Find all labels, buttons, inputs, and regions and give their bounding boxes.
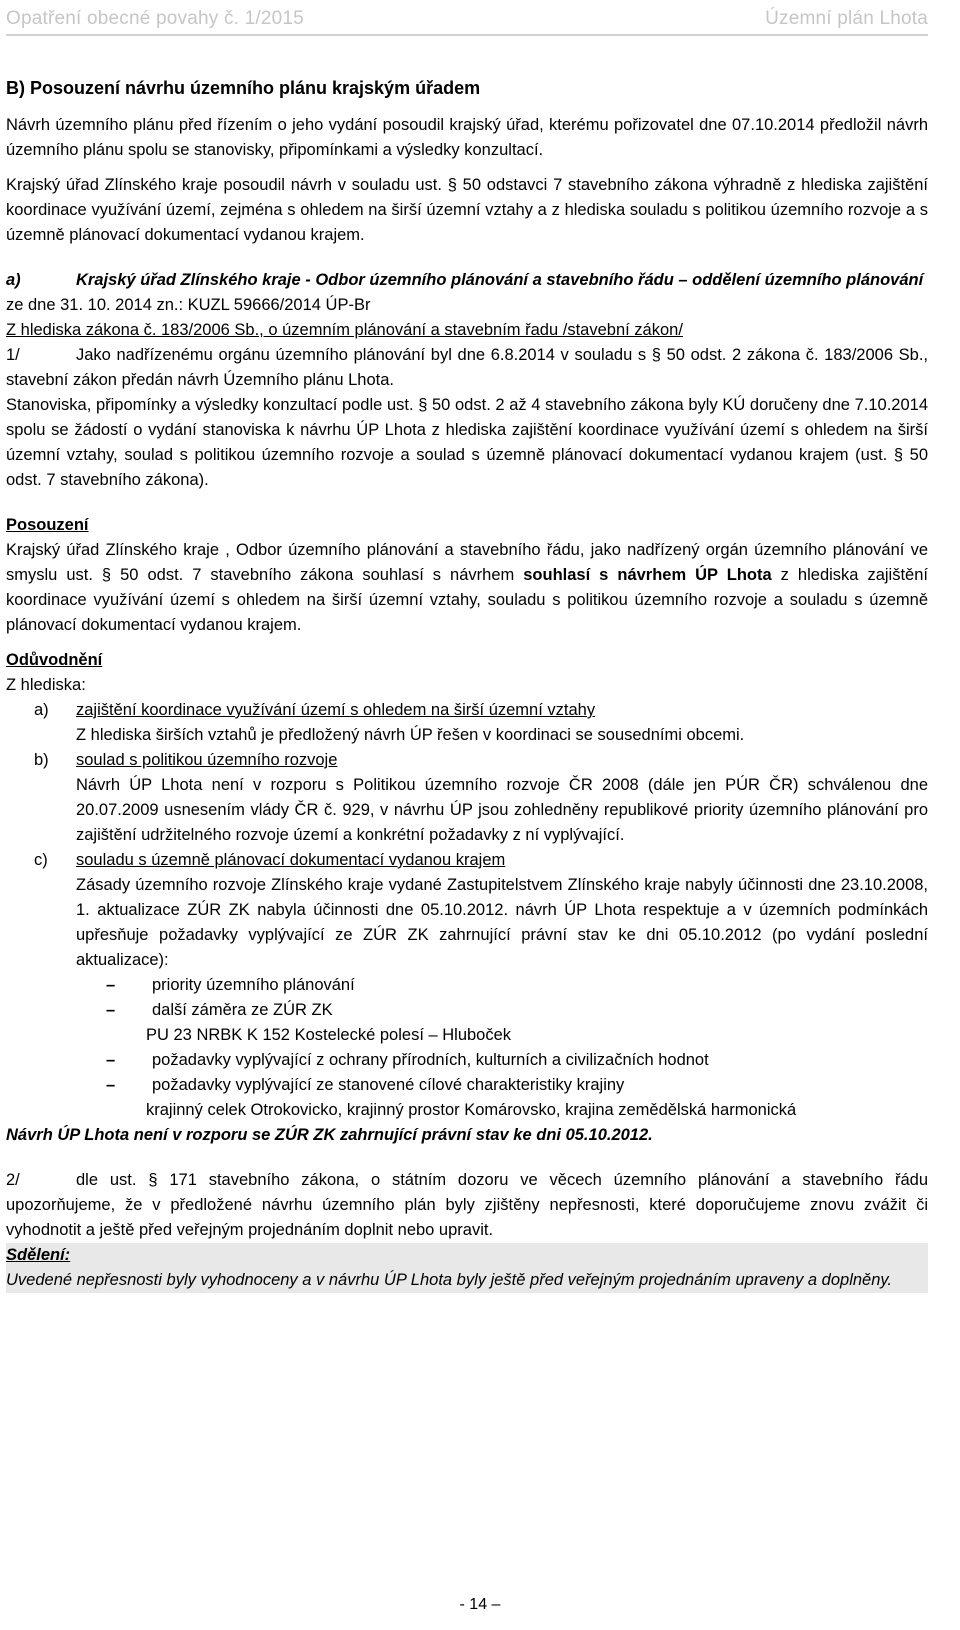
list-item-text: další záměra ze ZÚR ZK bbox=[152, 1001, 333, 1019]
section-a-label: a) bbox=[6, 271, 21, 289]
oduvodneni-c-title: souladu s územně plánovací dokumentací vydanou krajem bbox=[76, 851, 506, 869]
section-b-paragraph-1: Návrh územního plánu před řízením o jeho vydání posoudil krajský úřad, kterému pořizovatel dne 07.10.2014 předložil návrh územního plánu spolu se stanovisky, připomínkami a výsledky konzultací. bbox=[6, 116, 928, 159]
list-dash: – bbox=[106, 1001, 116, 1019]
list-dash: – bbox=[106, 1076, 116, 1094]
oduvodneni-b-label: b) bbox=[34, 751, 49, 769]
oduvodneni-a-text: Z hlediska širších vztahů je předložený návrh ÚP řešen v koordinaci se sousedními obcemi. bbox=[76, 726, 745, 744]
page-header bbox=[6, 4, 928, 34]
section-a-heading bbox=[6, 268, 928, 293]
page-number: - 14 – bbox=[459, 1596, 501, 1613]
posouzeni-heading: Posouzení bbox=[6, 516, 89, 534]
section-b-title: B) Posouzení návrhu územního plánu krajským úřadem bbox=[6, 78, 481, 98]
list-item-text: požadavky vyplývající ze stanovené cílové charakteristiky krajiny bbox=[152, 1076, 625, 1094]
section-a-date-line: ze dne 31. 10. 2014 zn.: KUZL 59666/2014 ÚP-Br bbox=[6, 296, 371, 314]
sdeleni-box bbox=[6, 1243, 928, 1293]
list-sub-item: PU 23 NRBK K 152 Kostelecké polesí – Hluboček bbox=[146, 1026, 512, 1044]
stanoviska-paragraph: Stanoviska, připomínky a výsledky konzultací podle ust. § 50 odst. 2 až 4 stavebního zákona byly KÚ doručeny dne 7.10.2014 spolu se žádostí o vydání stanoviska k návrhu ÚP Lhota z hlediska zajištění koordinace využívání území s ohledem na širší územní vztahy, soulad s politikou územního rozvoje a soulad s územně plánovací dokumentací vydanou krajem (ust. § 50 odst. 7 stavebního zákona). bbox=[6, 396, 928, 489]
oduvodneni-a-title: zajištění koordinace využívání území s ohledem na širší územní vztahy bbox=[76, 701, 596, 719]
posouzeni-paragraph bbox=[6, 538, 928, 638]
posouzeni-text-a: Krajský úřad Zlínského kraje , Odbor územního plánování a stavebního řádu, jako nadřízený orgán územního plánování ve smyslu ust. § 50 odst. 7 stavebního zákona souhlasí s návrhem bbox=[6, 541, 928, 584]
posouzeni-text-b: z hlediska zajištění koordinace využívání území s ohledem na širší územní vztahy, souladu s politikou územního rozvoje a souladu s územně plánovací dokumentací vydanou krajem. bbox=[6, 566, 928, 634]
list-dash: – bbox=[106, 1051, 116, 1069]
list-item bbox=[106, 998, 928, 1023]
oduvodneni-intro: Z hlediska: bbox=[6, 676, 86, 694]
oduvodneni-c-text: Zásady územního rozvoje Zlínského kraje vydané Zastupitelstvem Zlínského kraje nabyly účinnosti dne 23.10.2008, 1. aktualizace ZÚR ZK nabyla účinnosti dne 05.10.2012. návrh ÚP Lhota respektuje a v územních podmínkách upřesňuje požadavky vyplývající ze ZÚR ZK zahrnující právní stav ke dni 05.10.2012 (po vydání poslední aktualizace): bbox=[76, 876, 928, 969]
header-rule bbox=[6, 34, 928, 36]
list-item bbox=[106, 973, 928, 998]
oduvodneni-c bbox=[6, 848, 928, 873]
oduvodneni-c-label: c) bbox=[34, 851, 48, 869]
header-plan-title: Územní plán Lhota bbox=[765, 8, 928, 29]
item-1 bbox=[6, 343, 928, 393]
item-1-text: Jako nadřízenému orgánu územního plánování byl dne 6.8.2014 v souladu s § 50 odst. 2 zákona č. 183/2006 Sb., stavební zákon předán návrh Územního plánu Lhota. bbox=[6, 346, 928, 389]
list-item-text: požadavky vyplývající z ochrany přírodních, kulturních a civilizačních hodnot bbox=[152, 1051, 709, 1069]
list-item bbox=[106, 1048, 928, 1073]
oduvodneni-b-text: Návrh ÚP Lhota není v rozporu s Politikou územního rozvoje ČR 2008 (dále jen PÚR ČR) schválenou dne 20.07.2009 usnesením vlády ČR č. 929, v návrhu ÚP jsou zohledněny republikové priority územního plánování pro zajištění udržitelného rozvoje území a konkrétní požadavky z ní vyplývající. bbox=[76, 776, 928, 844]
item-2-label: 2/ bbox=[6, 1171, 20, 1189]
list-item-text: priority územního plánování bbox=[152, 976, 355, 994]
oduvodneni-heading: Odůvodnění bbox=[6, 651, 103, 669]
section-a-heading-text: Krajský úřad Zlínského kraje - Odbor územního plánování a stavebního řádu – oddělení územního plánování bbox=[76, 271, 924, 289]
section-a-law-line: Z hlediska zákona č. 183/2006 Sb., o územním plánování a stavebním řadu /stavební zákon/ bbox=[6, 321, 683, 339]
section-b-paragraph-2: Krajský úřad Zlínského kraje posoudil návrh v souladu ust. § 50 odstavci 7 stavebního zákona výhradně z hlediska zajištění koordinace využívání území, zejména s ohledem na širší územní vztahy a z hlediska souladu s politikou územního rozvoje a s územně plánovací dokumentací vydanou krajem. bbox=[6, 176, 928, 244]
document-body bbox=[6, 76, 928, 1293]
oduvodneni-b bbox=[6, 748, 928, 773]
list-sub-item: krajinný celek Otrokovicko, krajinný prostor Komárovsko, krajina zemědělská harmonická bbox=[146, 1101, 797, 1119]
item-2 bbox=[6, 1168, 928, 1243]
item-2-paragraph bbox=[6, 1168, 928, 1243]
list-dash: – bbox=[106, 976, 116, 994]
sdeleni-text: Uvedené nepřesnosti byly vyhodnoceny a v návrhu ÚP Lhota byly ještě před veřejným projednáním upraveny a doplněny. bbox=[6, 1271, 893, 1289]
oduvodneni-b-title: soulad s politikou územního rozvoje bbox=[76, 751, 338, 769]
oduvodneni-a-label: a) bbox=[34, 701, 49, 719]
header-document-title: Opatření obecné povahy č. 1/2015 bbox=[6, 8, 304, 29]
oduvodneni-a bbox=[6, 698, 928, 723]
posouzeni-text-bold: souhlasí s návrhem ÚP Lhota bbox=[523, 566, 772, 584]
item-1-label: 1/ bbox=[6, 346, 20, 364]
sdeleni-heading: Sdělení: bbox=[6, 1246, 71, 1264]
item-2-text: dle ust. § 171 stavebního zákona, o státním dozoru ve věcech územního plánování a stavebního řádu upozorňujeme, že v předložené návrhu územního plán byly zjištěny nepřesnosti, které doporučujeme znovu zvážit či vyhodnotit a ještě před veřejným projednáním doplnit nebo upravit. bbox=[6, 1171, 928, 1239]
oduvodneni-conclusion: Návrh ÚP Lhota není v rozporu se ZÚR ZK zahrnující právní stav ke dni 05.10.2012. bbox=[6, 1126, 653, 1144]
list-item bbox=[106, 1073, 928, 1098]
